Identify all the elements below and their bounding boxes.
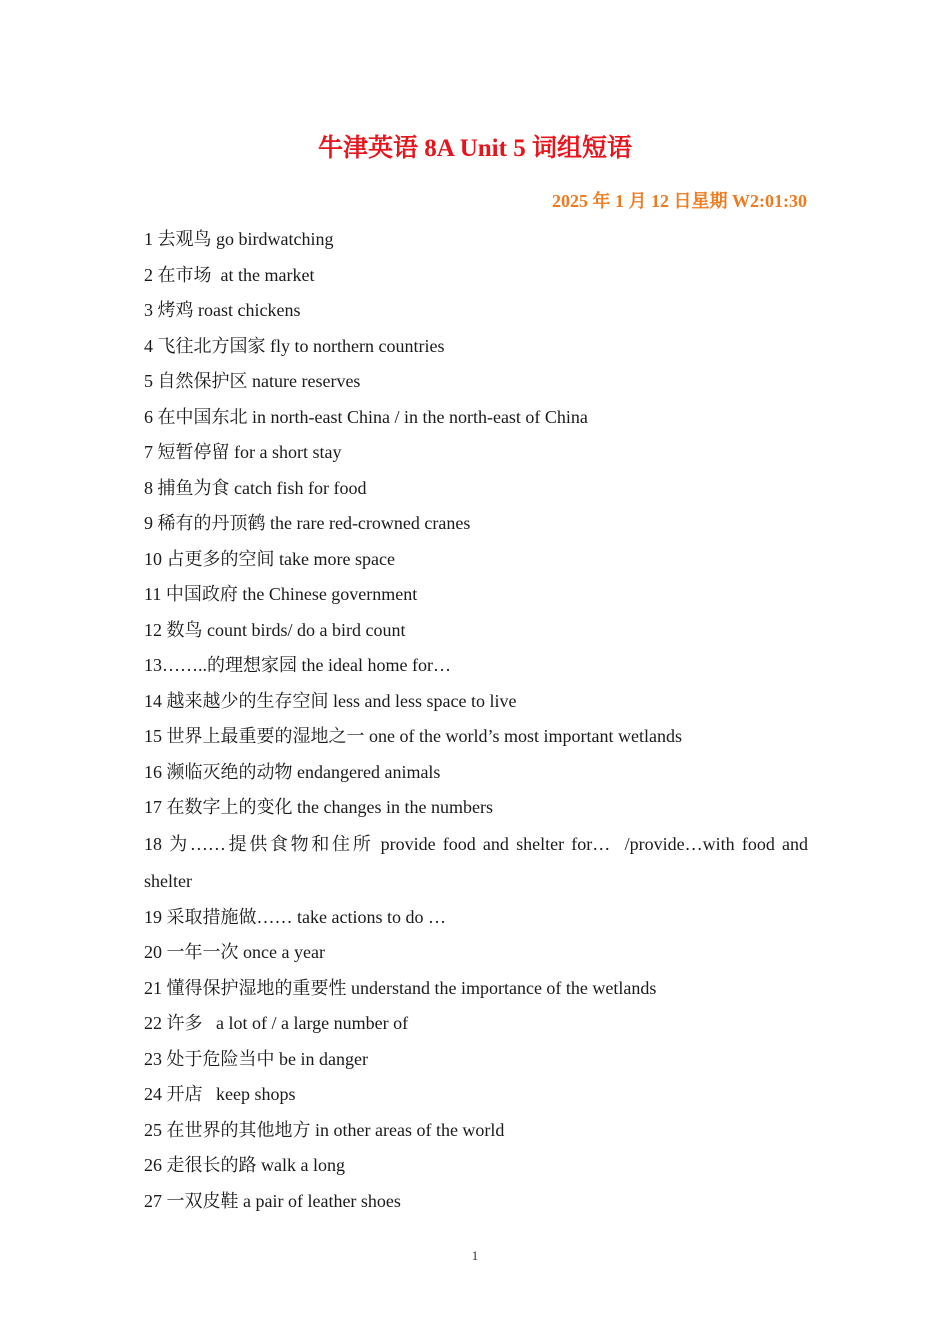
phrase-item: 17 在数字上的变化 the changes in the numbers — [144, 797, 493, 817]
phrase-item: 3 烤鸡 roast chickens — [144, 300, 301, 320]
page-number: 1 — [471, 1248, 479, 1263]
page-title: 牛津英语 8A Unit 5 词组短语 — [318, 135, 632, 162]
phrase-item: 21 懂得保护湿地的重要性 understand the importance of the wetlands — [144, 977, 657, 998]
phrase-item: 7 短暂停留 for a short stay — [144, 442, 342, 462]
phrase-item: 4 飞往北方国家 fly to northern countries — [144, 335, 445, 356]
phrase-item: 9 稀有的丹顶鹤 the rare red-crowned cranes — [144, 513, 471, 533]
phrase-item: 19 采取措施做…… take actions to do … — [144, 906, 446, 927]
phrase-item: 1 去观鸟 go birdwatching — [144, 229, 334, 249]
phrase-item: 11 中国政府 the Chinese government — [144, 584, 418, 604]
phrase-item: 24 开店 keep shops — [144, 1084, 296, 1104]
phrase-item: 2 在市场 at the market — [144, 264, 315, 285]
phrase-item: 14 越来越少的生存空间 less and less space to live — [144, 690, 517, 711]
phrase-item: 25 在世界的其他地方 in other areas of the world — [144, 1119, 505, 1140]
phrase-item: 27 一双皮鞋 a pair of leather shoes — [144, 1190, 401, 1211]
phrase-item: 20 一年一次 once a year — [144, 942, 325, 962]
phrase-item: 16 濒临灭绝的动物 endangered animals — [144, 761, 441, 782]
phrase-item: 10 占更多的空间 take more space — [144, 548, 395, 569]
phrase-item: 8 捕鱼为食 catch fish for food — [144, 477, 367, 498]
phrase-item: 15 世界上最重要的湿地之一 one of the world’s most important wetlands — [144, 726, 682, 746]
phrase-item: 12 数鸟 count birds/ do a bird count — [144, 619, 406, 640]
phrase-item: 6 在中国东北 in north-east China / in the north-east of China — [144, 406, 588, 427]
date-line: 2025 年 1 月 12 日星期 W2:01:30 — [552, 191, 807, 211]
phrase-item: 22 许多 a lot of / a large number of — [144, 1013, 409, 1033]
phrase-item: 23 处于危险当中 be in danger — [144, 1048, 368, 1069]
phrase-item: 26 走很长的路 walk a long — [144, 1155, 345, 1175]
phrase-item: 13……..的理想家园 the ideal home for… — [144, 655, 451, 675]
phrase-list — [144, 222, 813, 1219]
phrase-item: 5 自然保护区 nature reserves — [144, 371, 361, 391]
phrase-item: 18 为……提供食物和住所 provide food and shelter for… /provide…with food and shelter — [144, 833, 813, 891]
